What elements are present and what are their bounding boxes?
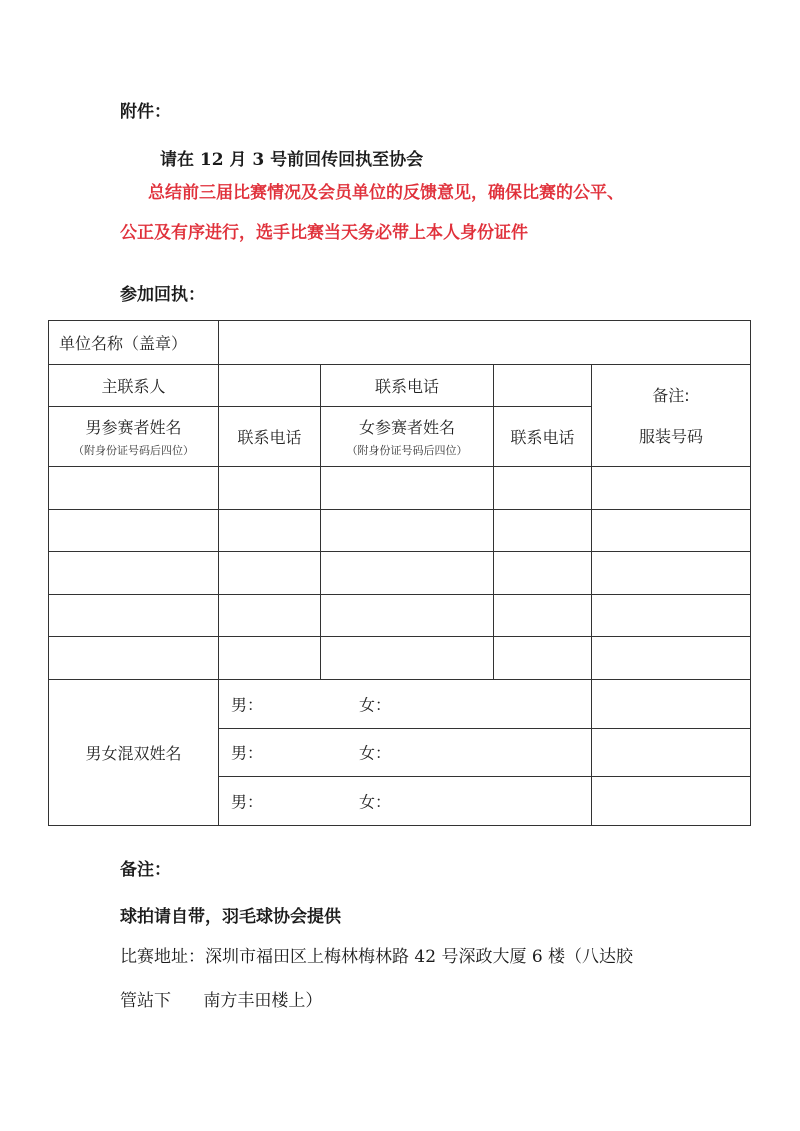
attachment-label: 附件： bbox=[120, 102, 171, 122]
unit-name-row bbox=[49, 321, 751, 365]
main-contact-phone-field[interactable] bbox=[494, 364, 592, 407]
male-phone-cell[interactable] bbox=[219, 637, 321, 680]
male-id-note: （附身份证号码后四位） bbox=[73, 444, 194, 458]
female-name-cell[interactable] bbox=[321, 594, 494, 637]
participant-row bbox=[49, 509, 751, 552]
notice-red-line-1: 总结前三届比赛情况及会员单位的反馈意见，确保比赛的公平、 bbox=[148, 183, 624, 203]
main-contact-row bbox=[49, 364, 751, 407]
return-deadline-note: 请在 12 月 3 号前回传回执至协会 bbox=[160, 150, 424, 170]
unit-name-field[interactable] bbox=[219, 321, 751, 365]
venue-address-line-1: 比赛地址：深圳市福田区上梅林梅林路 42 号深政大厦 6 楼（八达胶 bbox=[120, 947, 634, 967]
male-name-cell[interactable] bbox=[49, 509, 219, 552]
male-name-cell[interactable] bbox=[49, 637, 219, 680]
main-contact-label: 主联系人 bbox=[49, 364, 219, 407]
male-name-header bbox=[49, 407, 219, 467]
uniform-number-cell[interactable] bbox=[592, 467, 751, 510]
female-phone-cell[interactable] bbox=[494, 637, 592, 680]
uniform-number-cell[interactable] bbox=[592, 637, 751, 680]
uniform-number-cell[interactable] bbox=[592, 509, 751, 552]
mixed-doubles-pair-cell[interactable] bbox=[219, 679, 592, 728]
remarks-title: 备注： bbox=[120, 860, 171, 880]
female-name-cell[interactable] bbox=[321, 467, 494, 510]
main-contact-field[interactable] bbox=[219, 364, 321, 407]
remarks-label: 备注: bbox=[652, 386, 690, 406]
venue-address-line-2: 管站下 南方丰田楼上） bbox=[120, 991, 323, 1011]
participant-row bbox=[49, 594, 751, 637]
registration-form-table bbox=[48, 320, 751, 826]
male-name-cell[interactable] bbox=[49, 552, 219, 595]
female-name-header bbox=[321, 407, 494, 467]
mixed-uniform-number-cell[interactable] bbox=[592, 777, 751, 826]
male-name-cell[interactable] bbox=[49, 467, 219, 510]
racket-note: 球拍请自带，羽毛球协会提供 bbox=[120, 907, 341, 927]
main-contact-phone-label: 联系电话 bbox=[321, 364, 494, 407]
male-phone-cell[interactable] bbox=[219, 509, 321, 552]
mixed-female-prefix: 女： bbox=[359, 792, 392, 812]
male-phone-cell[interactable] bbox=[219, 467, 321, 510]
female-name-cell[interactable] bbox=[321, 637, 494, 680]
mixed-female-prefix: 女： bbox=[359, 743, 392, 763]
mixed-male-prefix: 男： bbox=[231, 695, 264, 715]
uniform-number-label: 服装号码 bbox=[638, 427, 703, 447]
mixed-male-prefix: 男： bbox=[231, 743, 264, 763]
unit-name-label: 单位名称（盖章） bbox=[49, 321, 219, 365]
male-phone-cell[interactable] bbox=[219, 594, 321, 637]
mixed-doubles-pair-cell[interactable] bbox=[219, 777, 592, 826]
female-phone-cell[interactable] bbox=[494, 594, 592, 637]
female-phone-cell[interactable] bbox=[494, 552, 592, 595]
mixed-male-prefix: 男： bbox=[231, 792, 264, 812]
uniform-number-cell[interactable] bbox=[592, 594, 751, 637]
male-name-cell[interactable] bbox=[49, 594, 219, 637]
mixed-uniform-number-cell[interactable] bbox=[592, 728, 751, 777]
female-name-cell[interactable] bbox=[321, 552, 494, 595]
mixed-doubles-label: 男女混双姓名 bbox=[49, 679, 219, 825]
mixed-doubles-pair-cell[interactable] bbox=[219, 728, 592, 777]
mixed-doubles-row bbox=[49, 679, 751, 728]
notice-red-line-2: 公正及有序进行，选手比赛当天务必带上本人身份证件 bbox=[120, 223, 528, 243]
male-phone-cell[interactable] bbox=[219, 552, 321, 595]
female-name-label: 女参赛者姓名 bbox=[358, 418, 455, 438]
female-phone-label: 联系电话 bbox=[494, 407, 592, 467]
male-phone-label: 联系电话 bbox=[219, 407, 321, 467]
female-phone-cell[interactable] bbox=[494, 509, 592, 552]
participant-row bbox=[49, 552, 751, 595]
mixed-female-prefix: 女： bbox=[359, 695, 392, 715]
female-name-cell[interactable] bbox=[321, 509, 494, 552]
male-name-label: 男参赛者姓名 bbox=[85, 418, 182, 438]
participant-row bbox=[49, 637, 751, 680]
female-phone-cell[interactable] bbox=[494, 467, 592, 510]
receipt-label: 参加回执： bbox=[120, 285, 205, 305]
female-id-note: （附身份证号码后四位） bbox=[346, 444, 468, 458]
uniform-number-cell[interactable] bbox=[592, 552, 751, 595]
remarks-uniform-header bbox=[592, 364, 751, 466]
mixed-uniform-number-cell[interactable] bbox=[592, 679, 751, 728]
participant-row bbox=[49, 467, 751, 510]
